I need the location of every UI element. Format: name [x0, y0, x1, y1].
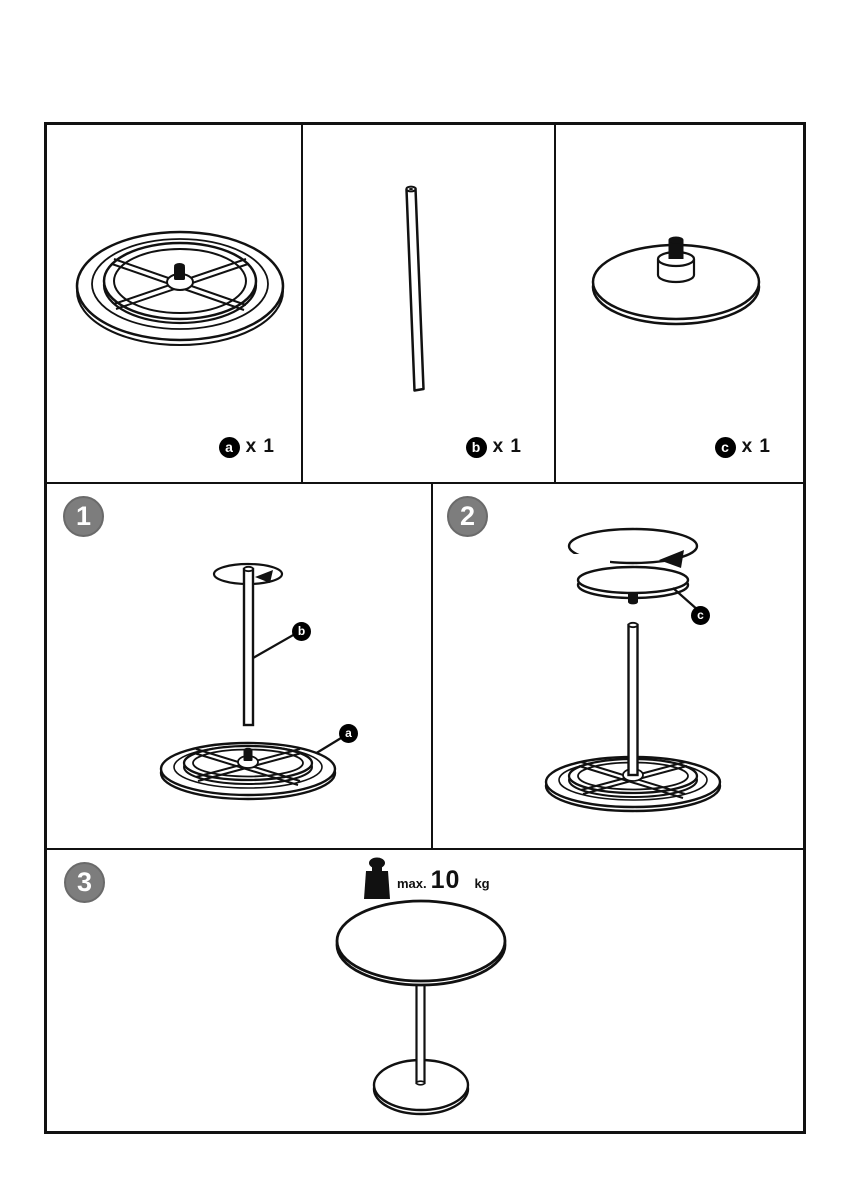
part-b-letter-badge: b [466, 437, 487, 458]
final-step-row [47, 848, 803, 1131]
part-b-quantity-label [466, 436, 522, 458]
parts-panel-b [301, 125, 554, 482]
spin-arrow-icon [566, 529, 697, 568]
leader-line-b [253, 634, 295, 658]
step-2-illustration [433, 484, 803, 848]
part-c-letter-badge: c [715, 437, 736, 458]
tabletop-illustration [578, 567, 688, 604]
step-3-panel [47, 850, 803, 1131]
step-2-number-badge: 2 [447, 496, 488, 537]
base-center-peg [174, 263, 185, 280]
pole-illustration [629, 623, 638, 775]
tabletop-peg [669, 237, 684, 260]
instruction-frame [44, 122, 806, 1134]
parts-panel-c [554, 125, 803, 482]
base-illustration [161, 743, 335, 799]
parts-row [47, 125, 803, 482]
pole-part-illustration [303, 125, 554, 482]
callout-b-badge: b [292, 622, 311, 641]
parts-panel-a [47, 125, 301, 482]
part-a-letter-badge: a [219, 437, 240, 458]
step-1-panel [47, 484, 431, 848]
table-pole [417, 978, 425, 1085]
step-2-panel [431, 484, 803, 848]
max-load-unit: kg [474, 876, 490, 891]
base-part-illustration [47, 125, 301, 482]
step-1-number-badge: 1 [63, 496, 104, 537]
pole-illustration [244, 567, 253, 725]
part-a-qty-text: x 1 [245, 436, 275, 457]
assembled-table-illustration [47, 850, 803, 1131]
max-load-prefix: max. [397, 876, 427, 891]
part-c-qty-text: x 1 [741, 436, 771, 457]
callout-a-badge: a [339, 724, 358, 743]
part-a-quantity-label [219, 436, 275, 458]
part-c-quantity-label [715, 436, 771, 458]
callout-c-badge: c [691, 606, 710, 625]
steps-row [47, 482, 803, 848]
part-b-qty-text: x 1 [492, 436, 522, 457]
step-1-illustration [47, 484, 431, 848]
step-3-number-badge: 3 [64, 862, 105, 903]
tabletop-part-illustration [556, 125, 803, 482]
max-load-value: 10 [430, 866, 461, 894]
table-top [337, 901, 505, 985]
